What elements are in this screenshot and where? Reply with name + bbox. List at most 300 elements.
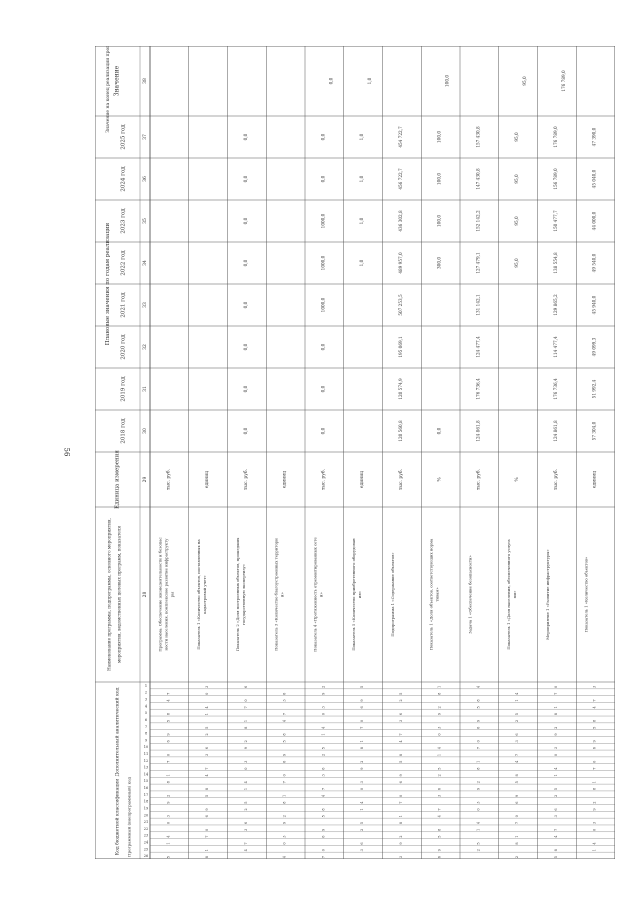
- code-digit: 7: [282, 713, 287, 716]
- row-value: 100,0: [436, 131, 442, 143]
- row-value: 152 142,2: [475, 210, 481, 232]
- code-digit: 7: [592, 699, 597, 702]
- row-final-value: 95,0: [522, 76, 528, 86]
- code-digit: 6: [515, 801, 520, 804]
- code-number: 14: [143, 772, 149, 777]
- code-digit: 1: [166, 842, 171, 845]
- code-digit: 1: [553, 706, 558, 709]
- row-value: 0,0: [436, 427, 442, 435]
- code-digit: 9: [476, 719, 481, 723]
- row-value: 156 789,0: [552, 168, 558, 190]
- row-value: 0,0: [242, 301, 248, 309]
- row-name: кадастровый учет»: [202, 575, 208, 614]
- code-digit: 6: [592, 747, 597, 750]
- code-digit: 7: [166, 760, 171, 763]
- code-digit: 5: [321, 815, 326, 818]
- code-digit: 2: [476, 781, 481, 784]
- code-digit: 6: [476, 726, 481, 729]
- code-digit: 7: [437, 808, 442, 811]
- code-digit: 9: [398, 774, 403, 777]
- code-digit: 7: [166, 692, 171, 695]
- code-digit: 3: [437, 726, 442, 729]
- row-value: 100,0: [436, 173, 442, 185]
- code-digit: 1: [553, 774, 558, 777]
- code-digit: 7: [282, 781, 287, 784]
- row-unit: %: [437, 477, 443, 482]
- row-name: государственную экспертизу»: [240, 563, 246, 626]
- code-digit: 0: [515, 815, 520, 818]
- code-digit: 3: [398, 855, 403, 859]
- row-unit: единиц: [592, 470, 598, 489]
- code-digit: 6: [515, 733, 520, 736]
- code-digit: 0: [398, 794, 403, 797]
- row-value: 47 390,0: [591, 127, 597, 147]
- row-unit: тыс. руб.: [166, 468, 172, 491]
- code-number: 10: [143, 745, 149, 750]
- code-digit: 6: [205, 747, 210, 750]
- row-value: 176 736,4: [552, 378, 558, 400]
- code-digit: 5: [553, 787, 558, 791]
- row-unit: тыс. руб.: [476, 468, 482, 491]
- row-value: 176 736,4: [475, 378, 481, 400]
- code-digit: 7: [243, 842, 248, 845]
- code-digit: 4: [282, 719, 287, 723]
- column-number: 33: [143, 302, 148, 308]
- code-digit: 5: [398, 760, 403, 763]
- code-digit: 1: [243, 719, 248, 723]
- row-name: Задача 1 «Обеспечение безопасности»: [467, 555, 473, 634]
- row-value: 150 477,7: [552, 210, 558, 232]
- row-value: 1,0: [359, 175, 365, 183]
- code-digit: 9: [243, 747, 248, 750]
- row-name: ми»: [512, 590, 518, 599]
- row-unit: тыс. руб.: [553, 468, 559, 491]
- row-value: 454 722,7: [397, 126, 403, 148]
- header-program-name-2: мероприятия, ведомственных целевых программ, показателя: [116, 525, 122, 664]
- code-digit: 9: [398, 842, 403, 845]
- row-value: 195 069,1: [397, 336, 403, 358]
- row-name: Программа: Обеспечение жизнедеятельности и безопас: [157, 537, 163, 652]
- code-digit: 1: [360, 740, 365, 743]
- column-number: 35: [143, 218, 148, 224]
- code-digit: 1: [321, 733, 326, 736]
- code-digit: 4: [437, 815, 442, 818]
- row-value: 0,0: [242, 343, 248, 351]
- code-digit: 5: [282, 740, 287, 743]
- row-name: й»: [279, 592, 285, 597]
- row-value: 0,0: [242, 133, 248, 141]
- row-value: 157 430,8: [475, 126, 481, 148]
- code-digit: 5: [243, 801, 248, 804]
- code-digit: 7: [360, 726, 365, 729]
- row-name: Подпрограмма 1 «Содержание объектов»: [389, 552, 395, 637]
- code-digit: 3: [205, 753, 210, 757]
- code-number: 21: [143, 820, 149, 825]
- code-digit: 9: [205, 808, 210, 811]
- code-digit: 1: [398, 815, 403, 818]
- code-digit: 2: [282, 815, 287, 818]
- row-value: 100,0: [436, 215, 442, 227]
- row-value: 0,0: [320, 343, 326, 351]
- column-number: 32: [143, 344, 148, 350]
- row-name: Показатель 1 «Количество объектов»: [583, 556, 589, 633]
- code-digit: 0: [553, 753, 558, 757]
- code-digit: 6: [282, 760, 287, 763]
- column-number: 31: [143, 386, 148, 392]
- row-value: 49 540,0: [591, 253, 597, 273]
- row-value: 114 477,4: [552, 336, 558, 358]
- code-number: 8: [144, 731, 148, 736]
- code-digit: 2: [205, 733, 210, 736]
- row-value: 0,0: [242, 175, 248, 183]
- code-digit: 2: [321, 753, 326, 757]
- code-digit: 9: [321, 692, 326, 695]
- row-value: 95,0: [514, 216, 520, 226]
- code-digit: 8: [553, 713, 558, 716]
- code-digit: 0: [243, 699, 248, 702]
- header-year: 2025 год: [120, 124, 127, 150]
- row-value: 45 040,0: [591, 169, 597, 189]
- code-digit: 9: [553, 733, 558, 736]
- code-digit: 2: [243, 740, 248, 743]
- code-digit: 0: [166, 753, 171, 757]
- code-digit: 2: [243, 808, 248, 811]
- row-value: 1000,0: [320, 255, 326, 271]
- code-digit: 0: [166, 821, 171, 825]
- column-number: 34: [143, 260, 148, 266]
- code-digit: 3: [360, 849, 365, 852]
- code-digit: 6: [398, 781, 403, 784]
- row-value: 120 574,9: [397, 378, 403, 400]
- code-digit: 8: [592, 787, 597, 791]
- code-digit: 3: [166, 815, 171, 818]
- code-digit: 4: [321, 726, 326, 729]
- code-digit: 0: [321, 849, 326, 852]
- header-year: 2024 год: [120, 166, 127, 192]
- header-year: 2021 год: [120, 292, 127, 318]
- row-value: 456 722,7: [397, 168, 403, 190]
- code-digit: 1: [360, 808, 365, 811]
- code-digit: 8: [243, 726, 248, 729]
- code-digit: 7: [321, 855, 326, 859]
- code-digit: 8: [437, 692, 442, 695]
- code-digit: 4: [321, 794, 326, 797]
- header-value: Значение: [113, 65, 121, 97]
- code-digit: 1: [243, 787, 248, 791]
- code-digit: 3: [592, 821, 597, 825]
- row-value: 95,0: [514, 174, 520, 184]
- header-program-code: Программный (внепрограммный) код: [126, 777, 132, 857]
- code-number: 9: [144, 738, 148, 743]
- code-digit: 4: [476, 685, 481, 689]
- row-value: 95,0: [514, 258, 520, 268]
- code-digit: 1: [476, 760, 481, 763]
- code-digit: 4: [592, 842, 597, 845]
- code-digit: 7: [515, 821, 520, 825]
- header-planned-values: Плановые значения по годам реализации: [105, 222, 111, 346]
- code-digit: 2: [553, 794, 558, 797]
- code-digit: 9: [515, 794, 520, 797]
- row-value: 0,0: [242, 259, 248, 267]
- code-digit: 1: [205, 849, 210, 852]
- code-digit: 0: [553, 685, 558, 689]
- row-name: Показатель 1 «Доля населения, обеспеченного услуга: [506, 539, 512, 650]
- code-number: 16: [143, 786, 149, 791]
- code-digit: 2: [515, 855, 520, 859]
- code-digit: 8: [360, 747, 365, 750]
- code-digit: 0: [592, 828, 597, 831]
- code-digit: 9: [321, 828, 326, 831]
- row-value: 0,0: [320, 133, 326, 141]
- code-digit: 2: [553, 726, 558, 729]
- code-digit: 2: [360, 760, 365, 763]
- code-digit: 5: [515, 713, 520, 716]
- code-number: 15: [143, 779, 149, 784]
- code-digit: 9: [437, 849, 442, 852]
- code-digit: 3: [321, 774, 326, 777]
- row-value: 1,0: [359, 217, 365, 225]
- code-digit: 6: [243, 685, 248, 689]
- code-digit: 9: [476, 787, 481, 791]
- code-digit: 3: [437, 794, 442, 797]
- code-digit: 4: [166, 699, 171, 702]
- code-digit: 3: [515, 740, 520, 743]
- code-number: 2: [144, 690, 148, 695]
- row-name: Показатель 5 «Количество приобретенного оборудован: [351, 538, 357, 651]
- row-value: 138 554,8: [552, 252, 558, 274]
- code-digit: 6: [398, 713, 403, 716]
- row-unit: тыс. руб.: [321, 468, 327, 491]
- code-digit: 3: [553, 815, 558, 818]
- code-digit: 4: [205, 774, 210, 777]
- code-digit: 5: [321, 747, 326, 750]
- code-digit: 8: [166, 713, 171, 716]
- code-digit: 1: [437, 753, 442, 757]
- row-name: Показатель 3 «Количество благоустроенных территори: [273, 538, 279, 651]
- code-number: 13: [143, 765, 149, 770]
- code-digit: 6: [166, 740, 171, 743]
- row-value: 300,0: [436, 257, 442, 269]
- row-value: 129 865,2: [552, 294, 558, 316]
- row-unit: единиц: [360, 470, 366, 489]
- code-digit: 7: [321, 787, 326, 791]
- header-year: 2019 год: [120, 376, 127, 402]
- code-digit: 2: [360, 828, 365, 831]
- column-number: 30: [143, 428, 148, 434]
- code-digit: 5: [437, 767, 442, 770]
- row-value: 51 992,4: [591, 379, 597, 399]
- code-digit: 7: [553, 692, 558, 695]
- code-digit: 1: [166, 774, 171, 777]
- code-digit: 4: [515, 692, 520, 695]
- code-digit: 3: [243, 828, 248, 831]
- code-digit: 4: [166, 835, 171, 838]
- row-value: 1000,0: [320, 213, 326, 229]
- row-name: Показатель 4 «Протяженность отремонтированных сете: [312, 537, 318, 652]
- code-digit: 3: [243, 760, 248, 763]
- code-digit: 2: [398, 835, 403, 838]
- code-digit: 4: [476, 821, 481, 825]
- code-digit: 0: [321, 713, 326, 716]
- code-digit: 0: [243, 767, 248, 770]
- code-number: 6: [144, 717, 148, 722]
- row-value: 0,0: [242, 427, 248, 435]
- row-value: 436 302,8: [397, 210, 403, 232]
- row-value: 95,0: [514, 132, 520, 142]
- code-number: 22: [143, 826, 149, 831]
- code-digit: 9: [166, 733, 171, 736]
- code-digit: 8: [476, 767, 481, 770]
- code-digit: 7: [398, 801, 403, 804]
- header-final-value: Значение на конец реализации программы: [106, 46, 111, 133]
- row-value: 489 957,0: [397, 252, 403, 274]
- code-digit: 8: [398, 753, 403, 757]
- code-digit: 2: [592, 801, 597, 804]
- code-digit: 9: [592, 740, 597, 743]
- code-digit: 2: [166, 794, 171, 797]
- row-name: й»: [318, 592, 324, 597]
- column-number: 29: [143, 476, 148, 483]
- code-digit: 0: [205, 828, 210, 831]
- code-digit: 5: [592, 726, 597, 729]
- code-digit: 2: [321, 685, 326, 689]
- row-unit: тыс. руб.: [243, 468, 249, 491]
- code-digit: 1: [592, 849, 597, 852]
- code-digit: 6: [553, 808, 558, 811]
- code-digit: 5: [205, 794, 210, 797]
- code-digit: 8: [205, 787, 210, 791]
- row-value: 120 560,8: [397, 420, 403, 442]
- code-number: 17: [143, 792, 149, 797]
- code-number: 25: [143, 847, 149, 852]
- code-digit: 7: [205, 767, 210, 770]
- code-digit: 5: [360, 821, 365, 825]
- code-digit: 0: [437, 733, 442, 736]
- code-number: 23: [143, 833, 149, 838]
- code-digit: 4: [398, 740, 403, 743]
- row-unit: единиц: [205, 470, 211, 489]
- row-name: ия»: [357, 590, 363, 599]
- code-digit: 8: [398, 821, 403, 825]
- table-frame: [95, 46, 615, 859]
- code-digit: 6: [321, 835, 326, 838]
- row-name: тивам»: [434, 587, 440, 602]
- row-value: 0,0: [242, 385, 248, 393]
- code-number: 11: [143, 751, 149, 756]
- code-digit: 6: [360, 706, 365, 709]
- code-digit: 5: [360, 685, 365, 689]
- code-digit: 4: [515, 760, 520, 763]
- code-number: 12: [143, 758, 149, 763]
- code-digit: 4: [553, 767, 558, 770]
- rotated-table: [95, 46, 615, 859]
- code-digit: 1: [476, 828, 481, 831]
- row-final-value: 0,0: [328, 77, 334, 85]
- row-unit: %: [515, 477, 521, 482]
- row-final-value: 1,0: [367, 77, 373, 85]
- header-unit: Единица измерения: [114, 450, 121, 509]
- row-value: 124 861,8: [475, 420, 481, 442]
- code-digit: 4: [553, 835, 558, 838]
- code-digit: 6: [437, 787, 442, 791]
- row-value: 127 479,1: [475, 252, 481, 274]
- code-digit: 8: [515, 842, 520, 845]
- code-number: 5: [144, 711, 148, 716]
- code-number: 24: [143, 840, 149, 845]
- row-value: 57 304,0: [591, 421, 597, 441]
- row-name: ры: [169, 591, 175, 598]
- row-value: 44 000,0: [591, 211, 597, 231]
- code-digit: 0: [205, 692, 210, 695]
- row-name: Показатель 2 «Доля построенных объектов, прошедших: [234, 537, 240, 652]
- column-number: 37: [143, 134, 148, 140]
- code-digit: 5: [515, 781, 520, 784]
- code-digit: 1: [205, 713, 210, 716]
- code-digit: 6: [321, 767, 326, 770]
- code-digit: 1: [437, 685, 442, 689]
- code-digit: 8: [515, 774, 520, 777]
- code-digit: 3: [321, 706, 326, 709]
- code-digit: 9: [360, 699, 365, 702]
- code-digit: 7: [243, 706, 248, 709]
- code-digit: 4: [592, 706, 597, 709]
- row-unit: единиц: [282, 470, 288, 489]
- code-digit: 8: [437, 828, 442, 831]
- code-digit: 1: [282, 794, 287, 797]
- code-number: 1: [144, 683, 148, 688]
- row-value: 49 099,3: [591, 337, 597, 357]
- code-digit: 3: [398, 719, 403, 723]
- row-final-value: 176 789,0: [560, 70, 566, 92]
- code-digit: 4: [243, 781, 248, 784]
- header-year: 2023 год: [120, 208, 127, 234]
- row-value: 45 940,0: [591, 295, 597, 315]
- code-digit: 9: [360, 767, 365, 770]
- code-digit: 1: [592, 781, 597, 784]
- code-number: 26: [143, 854, 149, 859]
- code-digit: 5: [476, 842, 481, 845]
- code-digit: 0: [360, 719, 365, 723]
- row-value: 147 430,8: [475, 168, 481, 190]
- code-digit: 4: [360, 801, 365, 804]
- row-value: 1,0: [359, 133, 365, 141]
- code-digit: 5: [476, 706, 481, 709]
- code-digit: 3: [553, 747, 558, 750]
- column-number: 38: [143, 78, 148, 84]
- code-digit: 5: [166, 719, 171, 723]
- code-digit: 7: [592, 767, 597, 770]
- code-digit: 6: [360, 842, 365, 845]
- row-name: ности населения, комплексное развитие инфраструкту: [163, 538, 169, 651]
- header-year: 2022 год: [120, 250, 127, 276]
- code-digit: 9: [282, 821, 287, 825]
- code-digit: 3: [282, 699, 287, 702]
- code-digit: 3: [360, 781, 365, 784]
- header-year: 2020 год: [120, 334, 127, 360]
- code-digit: 8: [282, 733, 287, 736]
- table-svg: [95, 46, 615, 859]
- code-digit: 2: [515, 719, 520, 723]
- code-number: 7: [144, 724, 148, 729]
- code-digit: 6: [205, 815, 210, 818]
- code-digit: 7: [476, 747, 481, 750]
- code-digit: 8: [166, 781, 171, 784]
- code-digit: 3: [205, 685, 210, 689]
- header-budget-code: Код бюджетной классификации: [115, 778, 121, 856]
- code-digit: 0: [360, 787, 365, 791]
- code-digit: 9: [282, 753, 287, 757]
- row-unit: тыс. руб.: [398, 468, 404, 491]
